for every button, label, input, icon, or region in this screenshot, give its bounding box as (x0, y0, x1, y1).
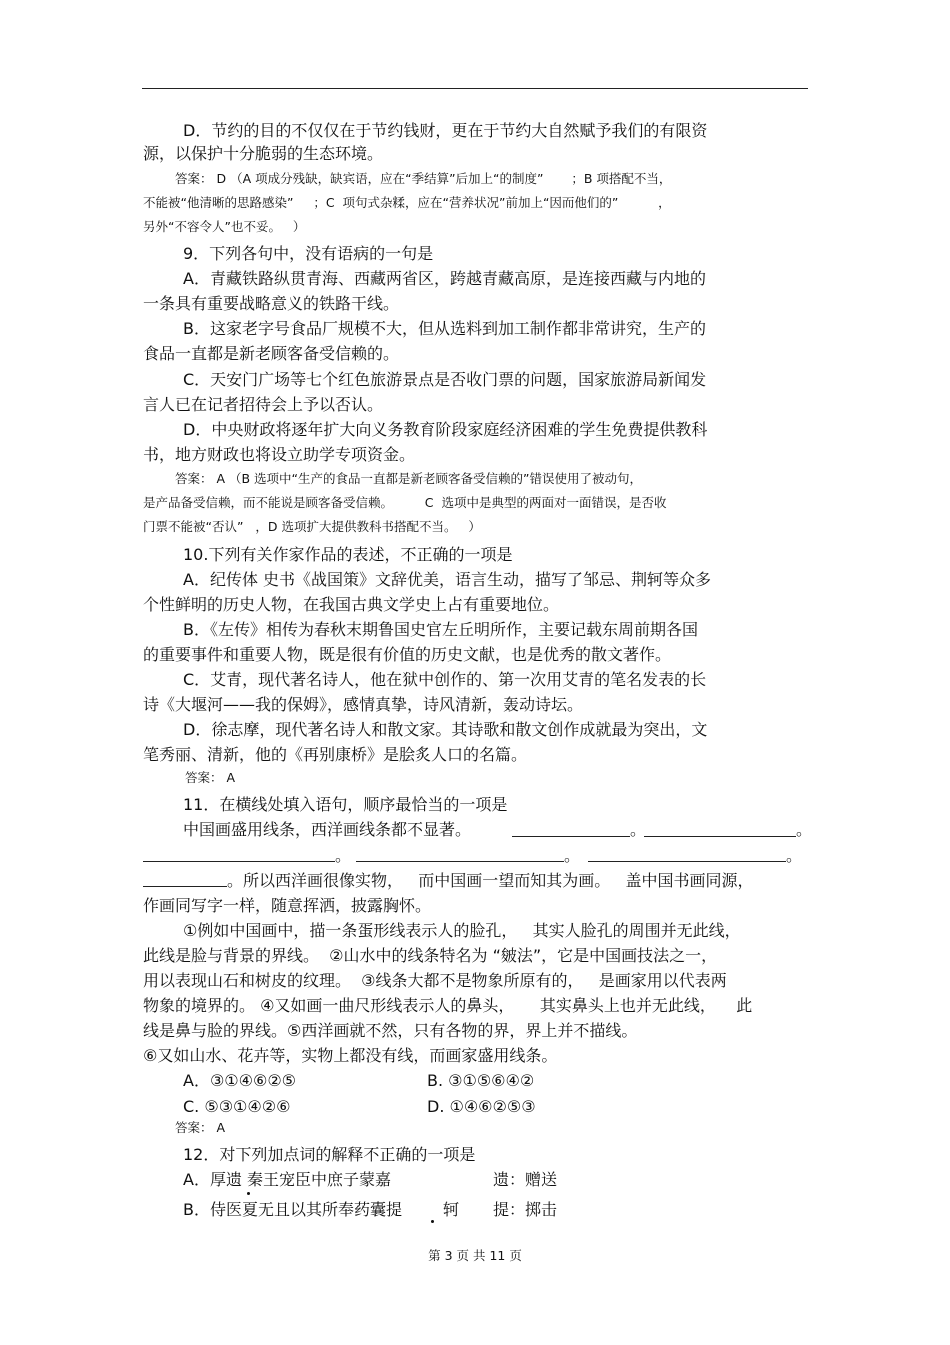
question-12-option-a-gloss: 遗：赠送 (493, 1170, 558, 1189)
question-11-option-b: B. ③①⑤⑥④② (427, 1071, 535, 1090)
question-9-option-d-cont: 书，地方财政也将设立助学专项资金。 (143, 445, 416, 464)
blank-period: 。 (786, 846, 803, 865)
question-10-option-b: B．《左传》相传为春秋末期鲁国史官左丘明所作，主要记载东周前期各国 (183, 620, 698, 639)
question-9-option-b-cont: 食品一直都是新老顾客备受信赖的。 (143, 344, 400, 363)
blank-line (356, 861, 564, 862)
answer-line: 答案： A (175, 1120, 226, 1135)
question-11-passage: 。所以西洋画很像实物， 而中国画一望而知其为画。 盖中国书画同源， (227, 871, 754, 890)
question-12-option-a: A．厚遗 秦王宠臣中庶子蒙嘉 (183, 1170, 392, 1189)
question-12-stem: 12．对下列加点词的解释不正确的一项是 (183, 1145, 476, 1164)
question-10-option-a: A．纪传体 史书《战国策》文辞优美，语言生动，描写了邹忌、荆轲等众多 (183, 570, 712, 589)
question-9-option-c-cont: 言人已在记者招待会上予以否认。 (143, 395, 384, 414)
question-11-sentences: ①例如中国画中，描一条蛋形线表示人的脸孔， 其实人脸孔的周围并无此线， (183, 921, 741, 940)
question-12-option-b-gloss: 提：掷击 (493, 1200, 558, 1219)
blank-line (644, 836, 796, 837)
question-11-option-d: D. ①④⑥②⑤③ (427, 1097, 536, 1116)
option-d-line-2: 源，以保护十分脆弱的生态环境。 (143, 144, 384, 163)
question-11-passage: 中国画盛用线条，西洋画线条都不显著。 (183, 820, 472, 839)
blank-period: 。 (796, 820, 813, 839)
emphasis-dot (431, 1220, 434, 1223)
question-11-sentences: 线是鼻与脸的界线。⑤西洋画就不然，只有各物的界，界上并不描线。 (143, 1021, 638, 1040)
answer-line: 答案： A (185, 770, 236, 785)
question-9-option-b: B．这家老字号食品厂规模不大，但从选料到加工制作都非常讲究，生产的 (183, 319, 706, 338)
question-11-sentences: ⑥又如山水、花卉等，实物上都没有线，而画家盛用线条。 (143, 1046, 558, 1065)
answer-line: 门票不能被“否认” ，D 选项扩大提供教科书搭配不当。 ） (143, 519, 481, 534)
page-footer: 第 3 页 共 11 页 (428, 1248, 522, 1263)
question-11-stem: 11．在横线处填入语句，顺序最恰当的一项是 (183, 795, 508, 814)
blank-line (143, 861, 335, 862)
question-11-sentences: 此线是脸与背景的界线。 ②山水中的线条特名为 “皴法”，它是中国画技法之一， (143, 946, 718, 965)
question-9-option-a: A．青藏铁路纵贯青海、西藏两省区，跨越青藏高原，是连接西藏与内地的 (183, 269, 706, 288)
answer-line: 是产品备受信赖，而不能说是顾客备受信赖。 C 选项中是典型的两面对一面错误，是否收 (143, 495, 667, 510)
question-10-option-b-cont: 的重要事件和重要人物，既是很有价值的历史文献，也是优秀的散文著作。 (143, 645, 672, 664)
option-d-line-1: D．节约的目的不仅仅在于节约钱财，更在于节约大自然赋予我们的有限资 (183, 121, 708, 140)
blank-period: 。 (335, 846, 352, 865)
question-11-option-c: C. ⑤③①④②⑥ (183, 1097, 291, 1116)
answer-line: 另外“不容令人”也不妥。 ） (143, 219, 306, 234)
blank-line (588, 861, 786, 862)
question-12-option-b-cont: 轲 (443, 1200, 460, 1219)
emphasis-dot (247, 1192, 250, 1195)
blank-line (512, 836, 630, 837)
question-9-option-a-cont: 一条具有重要战略意义的铁路干线。 (143, 294, 400, 313)
question-12-option-b: B．侍医夏无且以其所奉药囊提 (183, 1200, 402, 1219)
blank-period: 。 (630, 820, 647, 839)
question-9-stem: 9．下列各句中，没有语病的一句是 (183, 244, 434, 263)
blank-line (143, 886, 227, 887)
answer-line: 答案： D （A 项成分残缺，缺宾语，应在“季结算”后加上“的制度” ；B 项搭配不当， (175, 171, 672, 186)
answer-line: 不能被“他清晰的思路感染” ；C 项句式杂糅，应在“营养状况”前加上“因而他们的” ， (143, 195, 671, 210)
answer-line: 答案： A （B 选项中“生产的食品一直都是新老顾客备受信赖的”错误使用了被动句， (175, 471, 642, 486)
question-9-option-c: C．天安门广场等七个红色旅游景点是否收门票的问题，国家旅游局新闻发 (183, 370, 707, 389)
blank-period: 。 (564, 846, 581, 865)
question-10-option-d-cont: 笔秀丽、清新，他的《再别康桥》是脍炙人口的名篇。 (143, 745, 528, 764)
question-10-option-d: D．徐志摩，现代著名诗人和散文家。其诗歌和散文创作成就最为突出，文 (183, 720, 708, 739)
question-10-option-a-cont: 个性鲜明的历史人物，在我国古典文学史上占有重要地位。 (143, 595, 560, 614)
question-11-sentences: 用以表现山石和树皮的纹理。 ③线条大都不是物象所原有的， 是画家用以代表两 (143, 971, 727, 990)
question-10-option-c-cont: 诗《大堰河——我的保姆》，感情真挚，诗风清新，轰动诗坛。 (143, 695, 584, 714)
question-11-sentences: 物象的境界的。 ④又如画一曲尺形线表示人的鼻头， 其实鼻头上也并无此线， 此 (143, 996, 753, 1015)
question-10-option-c: C．艾青，现代著名诗人，他在狱中创作的、第一次用艾青的笔名发表的长 (183, 670, 707, 689)
question-9-option-d: D．中央财政将逐年扩大向义务教育阶段家庭经济困难的学生免费提供教科 (183, 420, 708, 439)
question-11-passage: 作画同写字一样，随意挥洒，披露胸怀。 (143, 896, 432, 915)
question-10-stem: 10.下列有关作家作品的表述，不正确的一项是 (183, 545, 513, 564)
header-rule (142, 88, 808, 89)
question-11-option-a: A．③①④⑥②⑤ (183, 1071, 297, 1090)
